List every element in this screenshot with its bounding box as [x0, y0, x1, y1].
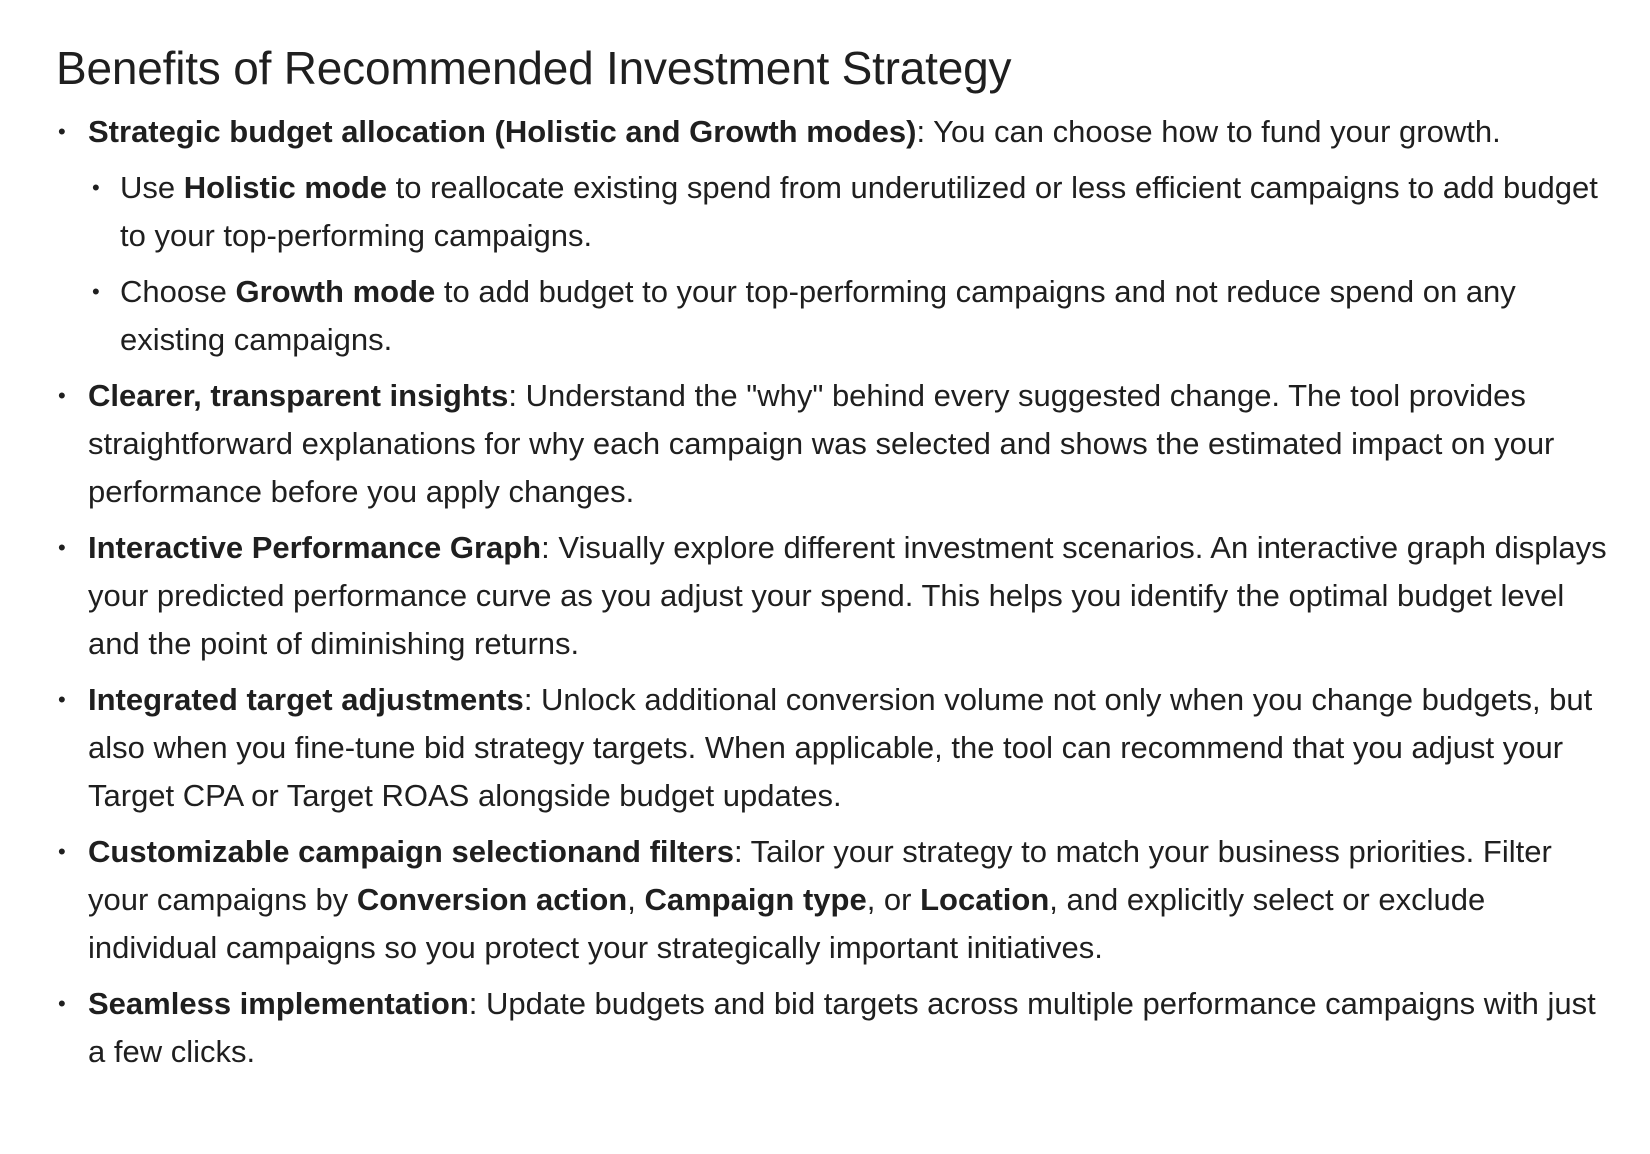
- item-heading: Interactive Performance Graph: [88, 530, 542, 565]
- growth-mode-label: Growth mode: [235, 274, 436, 309]
- item-text: : Visually explore different investment scenarios. An interactive graph displays your predicted performance curve as you adjust your spend. This helps you identify the optimal budget level and the point of diminishing returns.: [88, 530, 1607, 661]
- list-item-target-adjustments: [56, 676, 1616, 820]
- separator: , or: [866, 882, 921, 917]
- item-heading: Customizable campaign selectionand filters: [88, 834, 734, 869]
- filter-campaign-type: Campaign type: [644, 882, 867, 917]
- list-item-implementation: [56, 980, 1616, 1076]
- item-text: : You can choose how to fund your growth.: [916, 114, 1501, 149]
- item-heading: Strategic budget allocation (Holistic and Growth modes): [88, 114, 917, 149]
- list-item-strategic-budget: [56, 108, 1616, 364]
- item-heading: Seamless implementation: [88, 986, 469, 1021]
- item-heading: Clearer, transparent insights: [88, 378, 509, 413]
- modes-sublist: [88, 164, 1616, 364]
- sub-text-post: to reallocate existing spend from underutilized or less efficient campaigns to add budget to your top-performing campaigns.: [120, 170, 1598, 253]
- page-title: Benefits of Recommended Investment Strategy: [56, 42, 1012, 94]
- filter-location: Location: [920, 882, 1050, 917]
- item-text: : Unlock additional conversion volume not only when you change budgets, but also when you fine-tune bid strategy targets. When applicable, the tool can recommend that you adjust your Target CPA or Target ROAS alongside budget updates.: [88, 682, 1593, 813]
- item-heading: Integrated target adjustments: [88, 682, 524, 717]
- list-item-campaign-filters: [56, 828, 1616, 972]
- item-text: , and explicitly select or exclude individual campaigns so you protect your strategically important initiatives.: [88, 882, 1486, 965]
- separator: ,: [627, 882, 645, 917]
- sub-text-pre: Use: [120, 170, 184, 205]
- sub-text-post: to add budget to your top-performing campaigns and not reduce spend on any existing campaigns.: [120, 274, 1516, 357]
- item-text: : Tailor your strategy to match your business priorities. Filter your campaigns by: [88, 834, 1552, 917]
- list-item-performance-graph: [56, 524, 1616, 668]
- sublist-item-growth: [88, 268, 1616, 364]
- list-item-insights: [56, 372, 1616, 516]
- item-text: : Understand the "why" behind every suggested change. The tool provides straightforward explanations for why each campaign was selected and shows the estimated impact on your performance before you apply changes.: [88, 378, 1555, 509]
- benefits-list: [56, 108, 1616, 1084]
- item-text: : Update budgets and bid targets across multiple performance campaigns with just a few clicks.: [88, 986, 1596, 1069]
- sub-text-pre: Choose: [120, 274, 236, 309]
- filter-conversion-action: Conversion action: [356, 882, 628, 917]
- holistic-mode-label: Holistic mode: [183, 170, 388, 205]
- sublist-item-holistic: [88, 164, 1616, 260]
